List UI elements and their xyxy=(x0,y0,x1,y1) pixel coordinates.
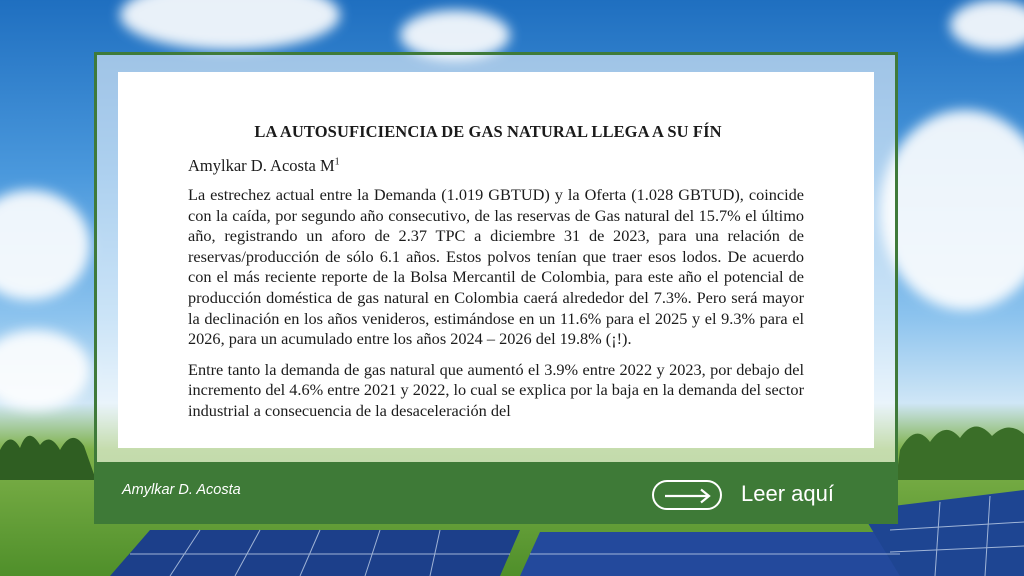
footer-bar xyxy=(94,462,898,524)
read-here-label[interactable]: Leer aquí xyxy=(741,481,834,506)
cloud xyxy=(950,0,1024,50)
cloud xyxy=(0,330,90,410)
cloud xyxy=(880,110,1024,310)
cloud xyxy=(0,190,90,300)
document-body xyxy=(188,185,804,432)
document-title: LA AUTOSUFICIENCIA DE GAS NATURAL LLEGA A SU FÍN xyxy=(254,122,722,141)
author-footnote: 1 xyxy=(334,156,340,168)
paragraph: Entre tanto la demanda de gas natural que aumentó el 3.9% entre 2022 y 2023, por debajo del incremento del 4.6% entre 2021 y 2022, lo cual se explica por la baja en la demanda del sector industrial a consecuencia de la desaceleración del xyxy=(188,359,804,420)
document-author xyxy=(188,156,340,176)
arrow-right-icon[interactable] xyxy=(652,480,722,510)
footer-author: Amylkar D. Acosta xyxy=(122,482,241,498)
read-here-button[interactable] xyxy=(650,479,870,511)
cloud xyxy=(120,0,340,50)
document-excerpt xyxy=(118,72,874,448)
paragraph: La estrechez actual entre la Demanda (1.019 GBTUD) y la Oferta (1.028 GBTUD), coincide con la caída, por segundo año consecutivo, de las reservas de Gas natural del 15.7% el último año, registrando un aforo de 2.37 TPC a diciembre 31 de 2023, para una relación de reservas/producción de sólo 6.1 años. Estos polvos tenían que traer esos lodos. De acuerdo con el más reciente reporte de la Bolsa Mercantil de Colombia, para este año el potencial de producción doméstica de gas natural en Colombia caerá alrededor del 7.3%. Pero será mayor la declinación en los años venideros, estimándose en un 11.6% para el 2025 y el 9.3% para el 2026, para un acumulado entre los años 2024 – 2026 del 19.8% (¡!). xyxy=(188,185,804,349)
author-name: Amylkar D. Acosta M xyxy=(188,156,335,175)
